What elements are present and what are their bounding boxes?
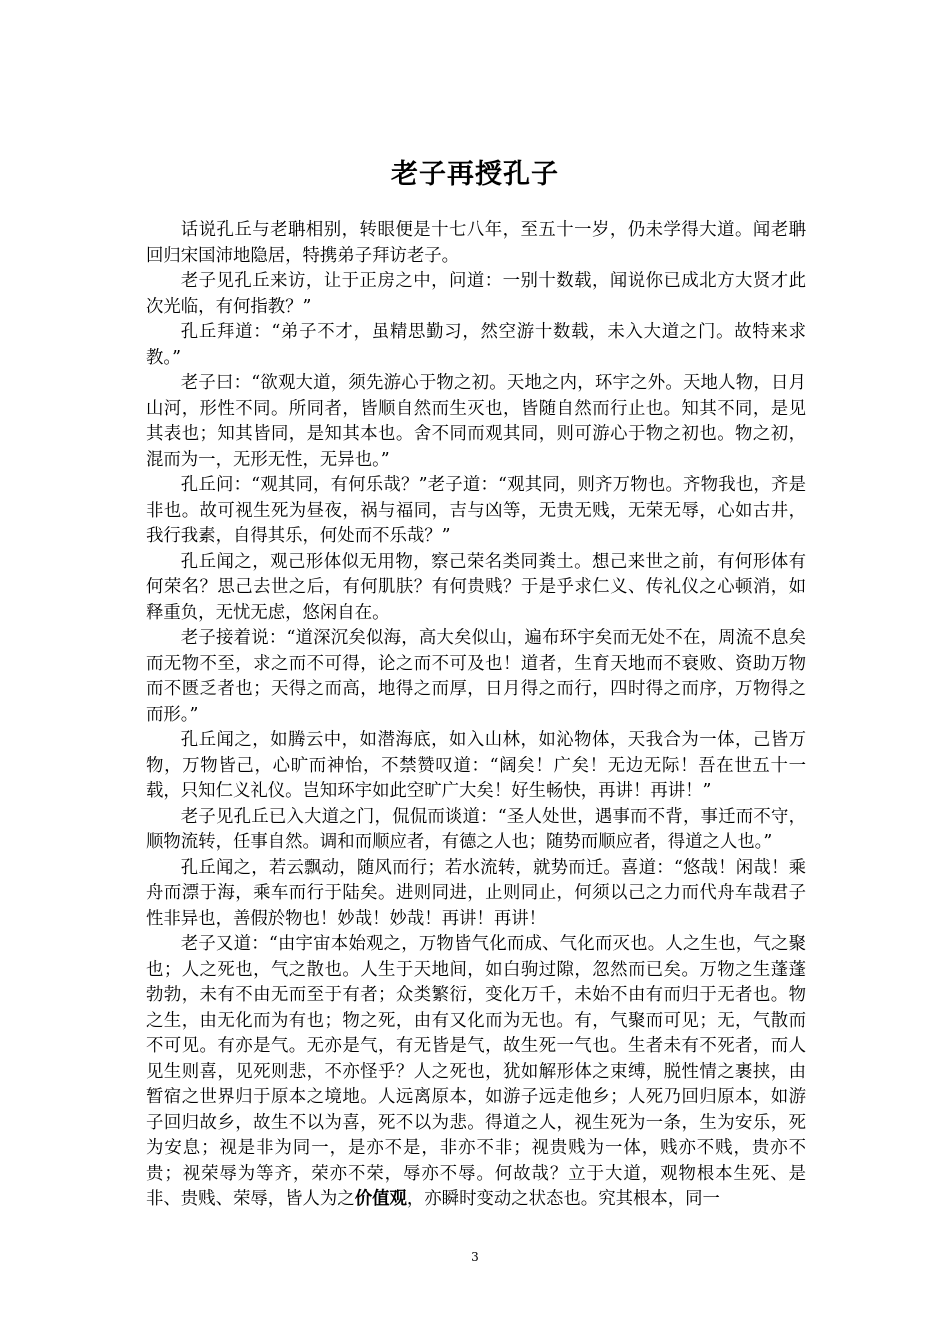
- last-paragraph: [146, 932, 806, 1213]
- paragraph: 老子见孔丘已入大道之门，侃侃而谈道：“圣人处世，遇事而不背，事迁而不守，顺物流转，任事自然。调和而顺应者，有德之人也；随势而顺应者，得道之人也。”: [146, 806, 806, 852]
- bold-term: 价值观: [354, 1189, 407, 1209]
- document-body: [146, 218, 806, 1213]
- paragraph: 老子接着说：“道深沉矣似海，高大矣似山，遍布环宇矣而无处不在，周流不息矣而无物不至，求之而不可得，论之而不可及也！道者，生育天地而不衰败、资助万物而不匮乏者也；天得之而高，地得之而厚，日月得之而行，四时得之而序，万物得之而形。”: [146, 628, 806, 725]
- page-number: 3: [471, 1250, 479, 1264]
- paragraph-text-after: ，亦瞬时变动之状态也。究其根本，同一: [406, 1189, 720, 1209]
- paragraph: 话说孔丘与老聃相别，转眼便是十七八年，至五十一岁，仍未学得大道。闻老聃回归宋国沛地隐居，特携弟子拜访老子。: [146, 220, 806, 266]
- paragraph: 老子曰：“欲观大道，须先游心于物之初。天地之内，环宇之外。天地人物，日月山河，形性不同。所同者，皆顺自然而生灭也，皆随自然而行止也。知其不同，是见其表也；知其皆同，是知其本也。舍不同而观其同，则可游心于物之初也。物之初，混而为一，无形无性，无异也。”: [146, 373, 806, 470]
- paragraph: 孔丘问：“观其同，有何乐哉？”老子道：“观其同，则齐万物也。齐物我也，齐是非也。故可视生死为昼夜，祸与福同，吉与凶等，无贵无贱，无荣无辱，心如古井，我行我素，自得其乐，何处而不乐哉？”: [146, 475, 806, 546]
- paragraph: 老子见孔丘来访，让于正房之中，问道：一别十数载，闻说你已成北方大贤才此次光临，有何指教？”: [146, 271, 806, 317]
- paragraph: 孔丘闻之，若云飘动，随风而行；若水流转，就势而迁。喜道：“悠哉！闲哉！乘舟而漂于海，乘车而行于陆矣。进则同进，止则同止，何须以己之力而代舟车哉君子性非异也，善假於物也！妙哉！妙哉！再讲！再讲！: [146, 857, 806, 929]
- paragraph: 孔丘闻之，如腾云中，如潜海底，如入山林，如沁物体，天我合为一体，己皆万物，万物皆己，心旷而神怡，不禁赞叹道：“阔矣！广矣！无边无际！吾在世五十一载，只知仁义礼仪。岂知环宇如此空旷广大矣！好生畅快，再讲！再讲！”: [146, 730, 806, 801]
- paragraph-text-before: 老子又道：“由宇宙本始观之，万物皆气化而成、气化而灭也。人之生也，气之聚也；人之死也，气之散也。人生于天地间，如白驹过隙，忽然而已矣。万物之生蓬蓬勃勃，未有不由无而至于有者；众类繁衍，变化万千，未始不由有而归于无者也。物之生，由无化而为有也；物之死，由有又化而为无也。有，气聚而可见；无，气散而不可见。有亦是气。无亦是气，有无皆是气，故生死一气也。生者未有不死者，而人见生则喜，见死则悲，不亦怪乎？人之死也，犹如解形体之束缚，脱性情之裹挟，由暂宿之世界归于原本之境地。人远离原本，如游子远走他乡；人死乃回归原本，如游子回归故乡，故生不以为喜，死不以为悲。得道之人，视生死为一条，生为安乐，死为安息；视是非为同一，是亦不是，非亦不非；视贵贱为一体，贱亦不贱，贵亦不贵；视荣辱为等齐，荣亦不荣，辱亦不辱。何故哉？立于大道，观物根本生死、是非、贵贱、荣辱，皆人为之: [146, 934, 806, 1209]
- paragraph: 孔丘闻之，观己形体似无用物，察己荣名类同粪土。想己来世之前，有何形体有何荣名？思己去世之后，有何肌肤？有何贵贱？于是乎求仁义、传礼仪之心顿消，如释重负，无忧无虑，悠闲自在。: [146, 551, 806, 623]
- paragraph: 孔丘拜道：“弟子不才，虽精思勤习，然空游十数载，未入大道之门。故特来求教。”: [146, 322, 806, 368]
- document-title: 老子再授孔子: [391, 159, 559, 190]
